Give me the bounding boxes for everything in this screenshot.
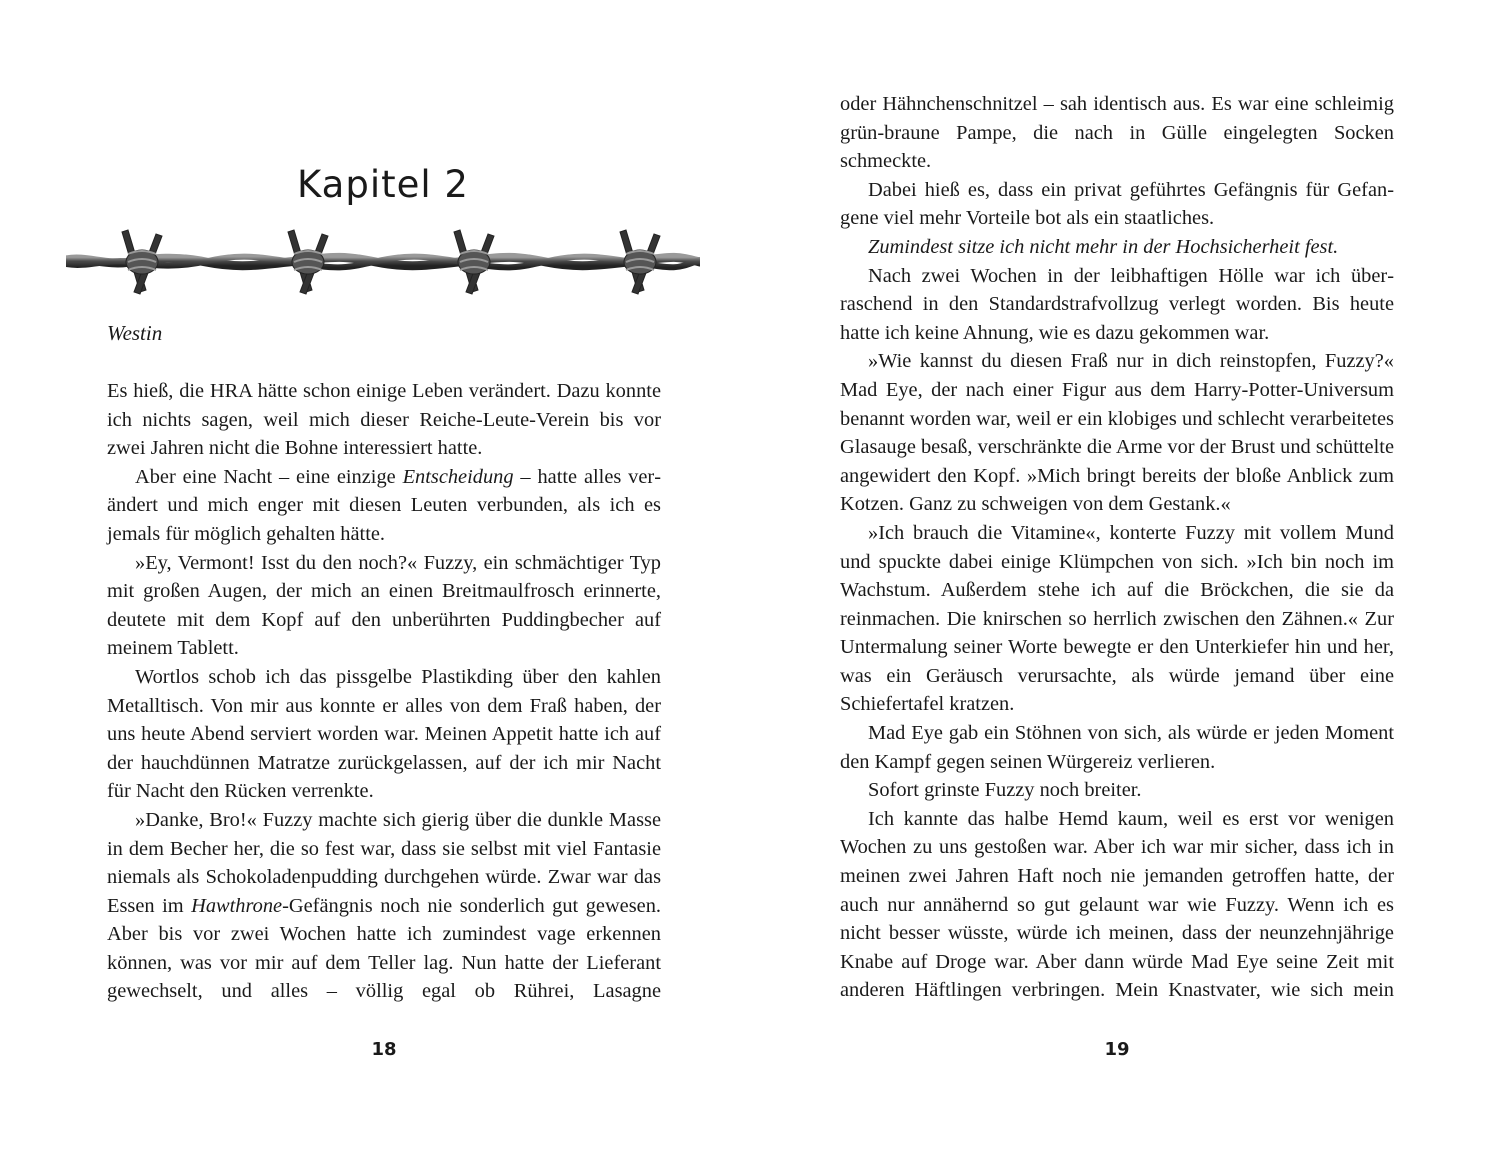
paragraph: oder Hähnchenschnitzel – sah identisch aus. Es war eine schleimig grün-braune Pampe, die nach in Gülle eingelegten Socken schmeckte.: [840, 93, 1394, 173]
paragraph: Wortlos schob ich das pissgelbe Plastikding über den kahlen Metalltisch. Von mir aus konnte er alles von dem Fraß haben, der uns heute Abend serviert worden war. Meinen Appetit hatte ich auf der hauchdünnen Matratze zurückgelassen, auf der ich mir Nacht für Nacht den Rücken verrenkte.: [107, 665, 661, 803]
paragraph: Sofort grinste Fuzzy noch breiter.: [868, 779, 1142, 802]
body-text: [107, 377, 661, 1006]
paragraph: »Wie kannst du diesen Fraß nur in dich reinstopfen, Fuzzy?« Mad Eye, der nach einer Figur aus dem Harry-Potter-Universum benannt worden war, weil er ein klobiges und schlecht verarbeitetes Glasauge besaß, verschränkte die Arme vor der Brust und schüttelte angewidert den Kopf. »Mich bringt bereits der bloße Anblick zum Kotzen. Ganz zu schweigen von dem Gestank.«: [840, 350, 1394, 516]
pov-character: Westin: [107, 321, 163, 345]
paragraph: »Ich brauch die Vitamine«, konterte Fuzzy mit vollem Mund und spuckte dabei einige Klümpchen von sich. »Ich bin noch im Wachstum. Außerdem stehe ich auf die Bröckchen, die sie da reinmachen. Die knirschen so herrlich zwischen den Zähnen.« Zur Untermalung seiner Worte bewegte er den Unterkiefer hin und her, was ein Geräusch verursachte, als würde jemand über eine Schiefertafel kratzen.: [840, 521, 1394, 716]
barbed-wire-divider-icon: [66, 228, 700, 296]
chapter-title: Kapitel 2: [297, 163, 469, 206]
paragraph: »Danke, Bro!« Fuzzy machte sich gierig über die dunkle Masse in dem Becher her, die so fest war, dass sie selbst mit viel Fantasie niemals als Schokoladenpudding durchgehen würde. Zwar war das Essen im Hawthrone-Gefängnis noch nie sonderlich gut gewesen. Aber bis vor zwei Wochen hatte ich zumindest vage erkennen können, was vor mir auf dem Teller lag. Nun hatte der Lieferant gewechselt, und alles – völlig egal ob Rührei, Lasagne: [107, 808, 662, 1003]
paragraph: Es hieß, die HRA hätte schon einige Leben verändert. Dazu konnte ich nichts sagen, weil mich dieser Reiche-Leute-Verein bis vor zwei Jahren nicht die Bohne interessiert hatte.: [107, 380, 661, 460]
right-page: [750, 0, 1500, 1153]
paragraph: Mad Eye gab ein Stöhnen von sich, als würde er jeden Moment den Kampf gegen seinen Würgereiz verlieren.: [840, 722, 1394, 773]
page-number: 19: [1104, 1039, 1130, 1060]
paragraph: Aber eine Nacht – eine einzige Entscheidung – hatte alles verändert und mich enger mit diesen Leuten verbunden, als ich es jemals für möglich gehalten hätte.: [107, 465, 661, 545]
paragraph: Dabei hieß es, dass ein privat geführtes Gefängnis für Gefangene viel mehr Vorteile bot als ein staatliches.: [840, 178, 1394, 230]
paragraph: Nach zwei Wochen in der leibhaftigen Hölle war ich überraschend in den Standardstrafvollzug verlegt worden. Bis heute hatte ich keine Ahnung, wie es dazu gekommen war.: [840, 264, 1394, 344]
paragraph: »Ey, Vermont! Isst du den noch?« Fuzzy, ein schmächtiger Typ mit großen Augen, der mich an einen Breitmaulfrosch erinnerte, deutete mit dem Kopf auf den unberührten Puddingbecher auf meinem Tablett.: [107, 551, 661, 660]
body-text: [840, 90, 1394, 1005]
paragraph: Zumindest sitze ich nicht mehr in der Hochsicherheit fest.: [868, 235, 1339, 258]
page-number: 18: [371, 1039, 397, 1060]
paragraph: Ich kannte das halbe Hemd kaum, weil es erst vor wenigen Wochen zu uns gestoßen war. Aber ich war mir sicher, dass ich in meinen zwei Jahren Haft noch nie jemanden getroffen hatte, der auch nur annähernd so gut gelaunt war wie Fuzzy. Wenn ich es nicht besser wüsste, würde ich meinen, dass der neunzehnjährige Knabe auf Droge war. Aber dann würde Mad Eye seine Zeit mit anderen Häftlingen verbringen. Mein Knastvater, wie sich mein: [840, 807, 1394, 1002]
